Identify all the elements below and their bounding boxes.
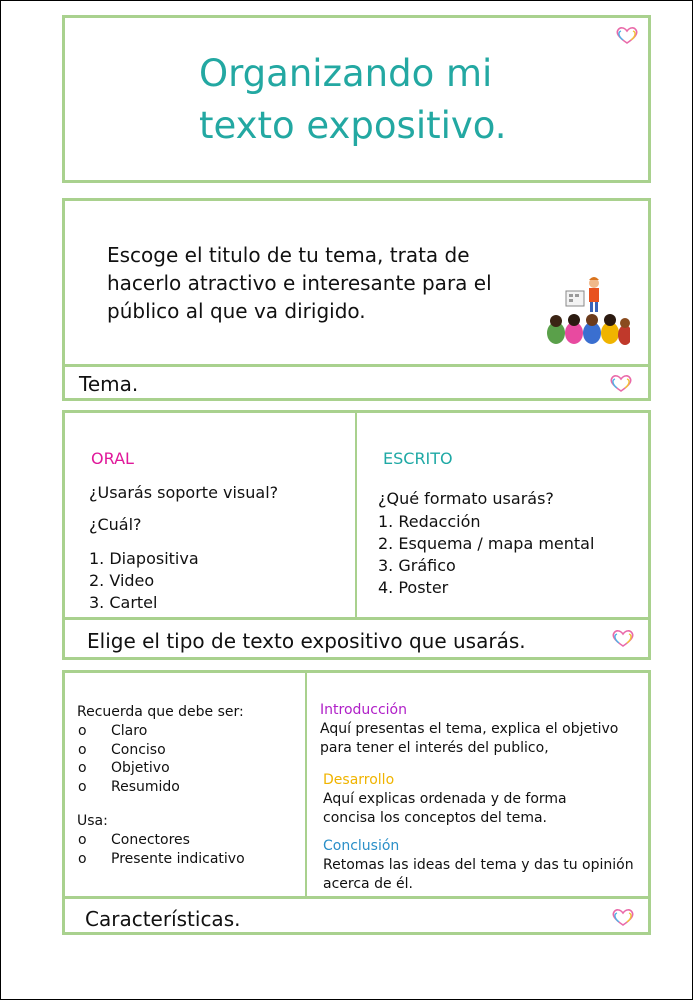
presenter-with-audience-icon (546, 273, 630, 349)
tipo-footer-label: Elige el tipo de texto expositivo que usarás. (87, 629, 526, 653)
escrito-heading: ESCRITO (383, 449, 453, 468)
list-item: 3. Gráfico (378, 556, 456, 575)
escrito-question: ¿Qué formato usarás? (378, 489, 554, 508)
oral-options-list (89, 548, 199, 614)
introduccion-heading: Introducción (320, 702, 407, 718)
introduccion-line-1: Aquí presentas el tema, explica el objetivo (320, 721, 619, 737)
heart-logo-icon (610, 906, 636, 928)
caracteristicas-footer-label: Características. (85, 907, 241, 931)
list-item: o Conciso (77, 741, 180, 760)
title-line-1: Organizando mi (199, 52, 493, 95)
desarrollo-heading: Desarrollo (323, 772, 395, 788)
introduccion-line-2: para tener el interés del publico, (320, 740, 549, 756)
title-line-2: texto expositivo. (199, 104, 507, 147)
escrito-options-list (378, 511, 594, 599)
tipo-column-divider (355, 413, 357, 619)
desarrollo-line-2: concisa los conceptos del tema. (323, 810, 547, 826)
list-item: o Resumido (77, 778, 180, 797)
heart-logo-icon (610, 627, 636, 649)
caracteristicas-card (62, 670, 651, 935)
list-item: 1. Diapositiva (89, 549, 199, 568)
caracteristicas-column-divider (305, 673, 307, 898)
list-item: 2. Video (89, 571, 155, 590)
usa-heading: Usa: (77, 813, 108, 829)
heart-logo-icon (608, 372, 634, 394)
list-item: o Presente indicativo (77, 850, 245, 869)
usa-list (77, 831, 245, 868)
conclusion-line-2: acerca de él. (323, 876, 413, 892)
conclusion-heading: Conclusión (323, 838, 400, 854)
tema-card (62, 198, 651, 401)
tipo-card (62, 410, 651, 660)
list-item: 4. Poster (378, 578, 449, 597)
tema-instruction-line-3: público al que va dirigido. (107, 299, 366, 323)
desarrollo-line-1: Aquí explicas ordenada y de forma (323, 791, 567, 807)
oral-question-visual: ¿Usarás soporte visual? (89, 483, 279, 502)
caracteristicas-divider (65, 896, 648, 899)
tipo-divider (65, 617, 648, 620)
list-item: 2. Esquema / mapa mental (378, 534, 595, 553)
list-item: o Objetivo (77, 759, 180, 778)
oral-question-cual: ¿Cuál? (89, 515, 142, 534)
tema-instruction-line-2: hacerlo atractivo e interesante para el (107, 271, 492, 295)
list-item: 1. Redacción (378, 512, 481, 531)
list-item: 3. Cartel (89, 593, 158, 612)
tema-instruction-line-1: Escoge el titulo de tu tema, trata de (107, 243, 470, 267)
oral-heading: ORAL (91, 449, 134, 468)
conclusion-line-1: Retomas las ideas del tema y das tu opinión (323, 857, 634, 873)
list-item: o Claro (77, 722, 180, 741)
heart-logo-icon (614, 24, 640, 46)
recuerda-list (77, 722, 180, 796)
title-card (62, 15, 651, 183)
tema-footer-label: Tema. (79, 372, 139, 396)
recuerda-heading: Recuerda que debe ser: (77, 704, 244, 720)
list-item: o Conectores (77, 831, 245, 850)
tema-divider (65, 364, 648, 367)
